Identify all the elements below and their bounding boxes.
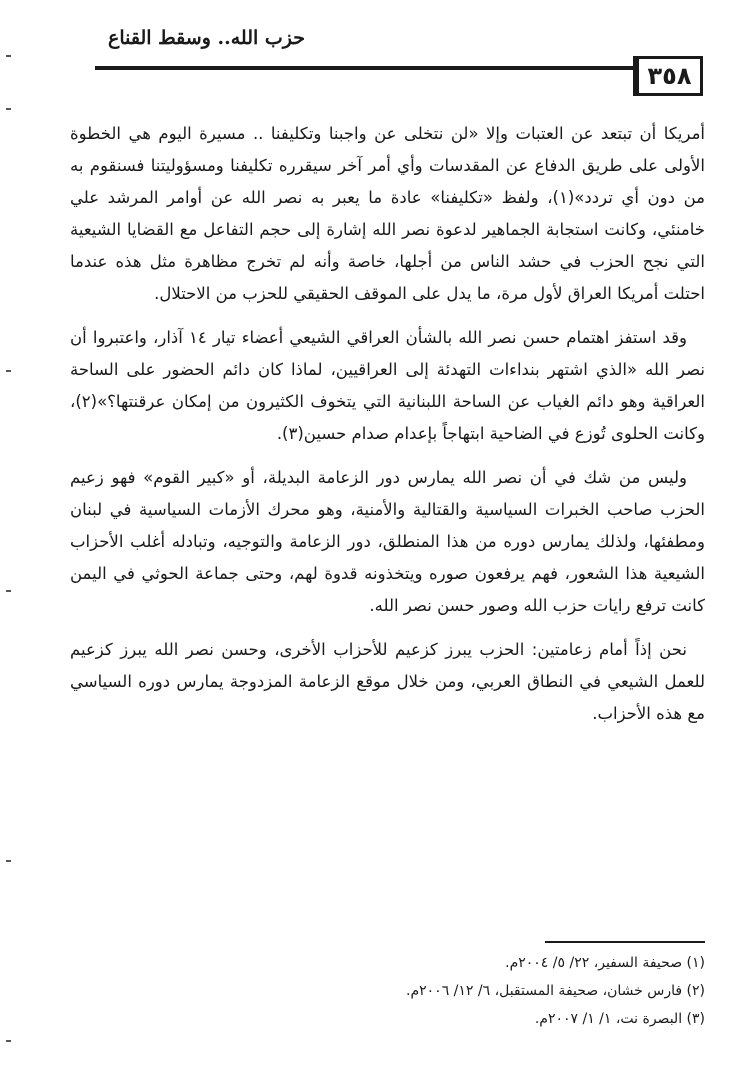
scan-mark	[6, 590, 11, 592]
paragraph-3: وليس من شك في أن نصر الله يمارس دور الزعامة البديلة، أو «كبير القوم» فهو زعيم الحزب صاحب الخبرات السياسية والقتالية والأمنية، وهو محرك الأزمات السياسية في لبنان ومطفئها، ولذلك يمارس دوره من هذا المنطلق، دور الزعامة والتوجيه، وتبادله أغلب الأحزاب الشيعية هذا الشعور، فهم يرفعون صوره ويتخذونه قدوة لهم، وحتى جماعة الحوثي في اليمن كانت ترفع رايات حزب الله وصور حسن نصر الله.	[70, 468, 705, 615]
paragraph-4: نحن إذاً أمام زعامتين: الحزب يبرز كزعيم للأحزاب الأخرى، وحسن نصر الله يبرز كزعيم للعمل الشيعي في النطاق العربي، ومن خلال موقع الزعامة المزدوجة يمارس دوره السياسي مع هذه الأحزاب.	[70, 640, 705, 723]
header-rule	[95, 66, 633, 70]
footnote-1: (١) صحيفة السفير، ٢٢/ ٥/ ٢٠٠٤م.	[505, 955, 705, 971]
running-head: حزب الله.. وسقط القناع	[107, 27, 305, 49]
paragraph-1: أمريكا أن تبتعد عن العتبات وإلا «لن نتخلى عن واجبنا وتكليفنا .. مسيرة اليوم هي الخطوة الأولى على طريق الدفاع عن المقدسات وأي أمر آخر سيقرره تكليفنا ومسؤوليتنا فسنقوم به من دون أي تردد»(١)، ولفظ «تكليفنا» عادة ما يعبر به نصر الله عن أوامر المرشد علي خامنئي، وكانت استجابة الجماهير لدعوة نصر الله إشارة إلى حجم التفاعل مع القضايا الشيعية التي نجح الحزب في حشد الناس من أجلها، خاصة وأنه لم تخرج مظاهرة مثل هذه عندما احتلت أمريكا العراق لأول مرة، ما يدل على الموقف الحقيقي للحزب من الاحتلال.	[70, 124, 705, 303]
scan-mark	[6, 1040, 11, 1042]
scan-mark	[6, 370, 11, 372]
scan-mark	[6, 108, 11, 110]
page-number: ٣٥٨	[633, 56, 703, 96]
paragraph-2: وقد استفز اهتمام حسن نصر الله بالشأن العراقي الشيعي أعضاء تيار ١٤ آذار، واعتبروا أن نصر الله «الذي اشتهر بنداءات التهدئة إلى العراقيين، لماذا كان دائم الحضور على الساحة العراقية وهو دائم الغياب عن الساحة اللبنانية التي يتخوف الكثيرون من إمكان عرقنتها؟»(٢)، وكانت الحلوى تُوزع في الضاحية ابتهاجاً بإعدام صدام حسين(٣).	[70, 328, 705, 443]
footnote-rule	[545, 941, 705, 943]
scan-mark	[6, 860, 11, 862]
scan-mark	[6, 55, 11, 57]
footnote-3: (٣) البصرة نت، ١/ ١/ ٢٠٠٧م.	[534, 1011, 705, 1027]
footnote-2: (٢) فارس خشان، صحيفة المستقبل، ٦/ ١٢/ ٢٠٠٦م.	[406, 983, 705, 999]
footnotes	[70, 949, 705, 1033]
main-text	[70, 118, 705, 742]
